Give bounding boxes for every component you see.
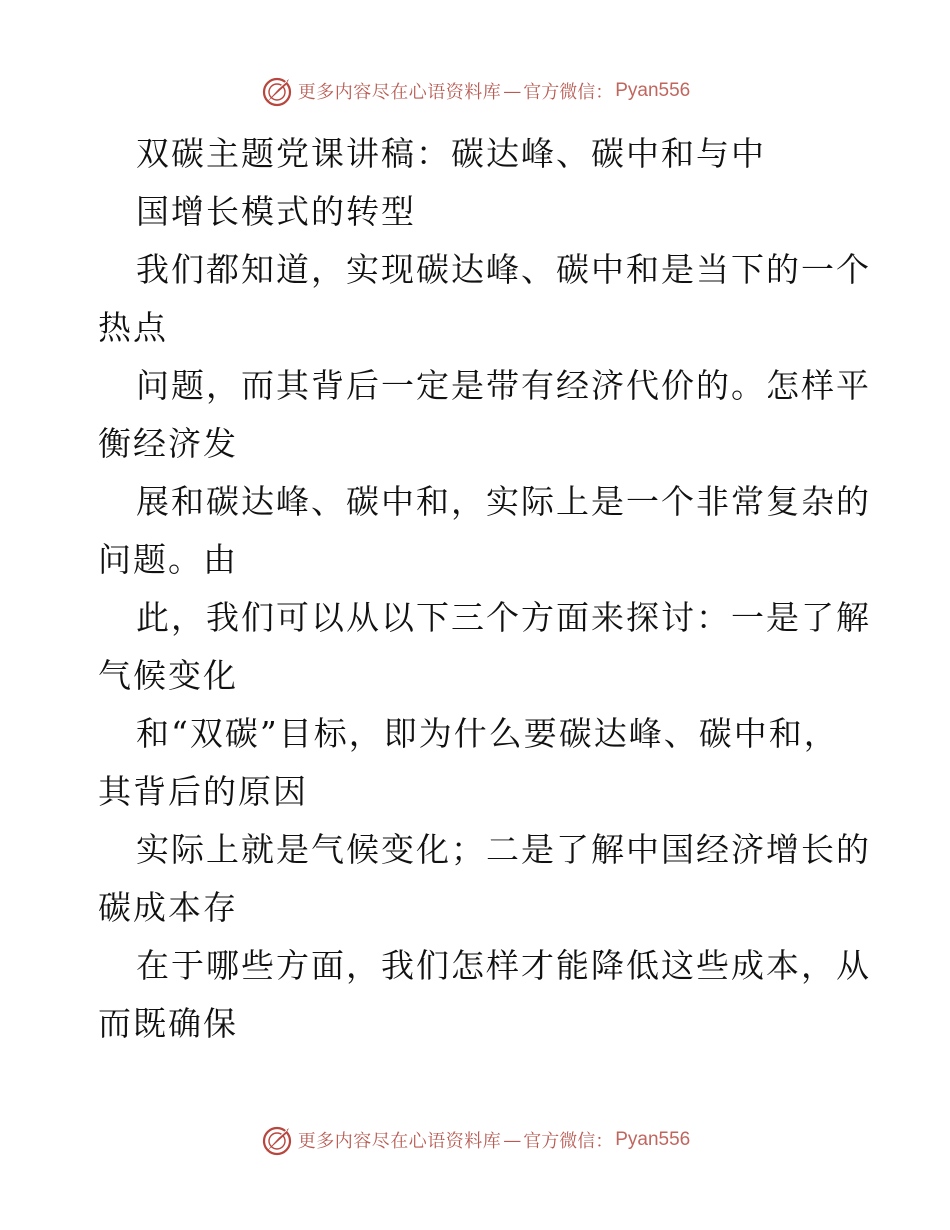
watermark-wechat-id: Pyan556	[615, 1129, 691, 1150]
watermark-banner-top	[0, 71, 950, 111]
paragraph-line: 热点	[98, 308, 168, 347]
paragraph-line: 其背后的原因	[98, 772, 308, 811]
paragraph-line: 和“双碳”目标，即为什么要碳达峰、碳中和，	[136, 714, 839, 753]
paragraph-line: 衡经济发	[98, 424, 238, 463]
watermark-wechat-label: 官方微信：	[523, 82, 614, 103]
watermark-text: 更多内容尽在心语资料库	[297, 82, 502, 103]
document-body	[98, 125, 871, 1053]
paragraph-line: 气候变化	[98, 656, 238, 695]
paragraph-line: 此，我们可以从以下三个方面来探讨：一是了解	[136, 598, 871, 637]
watermark-separator: —	[503, 80, 522, 102]
paragraph-line: 展和碳达峰、碳中和，实际上是一个非常复杂的	[136, 482, 871, 521]
paragraph-line: 我们都知道，实现碳达峰、碳中和是当下的一个	[136, 250, 871, 289]
watermark-text: 更多内容尽在心语资料库	[297, 1131, 502, 1152]
paragraph-line: 在于哪些方面，我们怎样才能降低这些成本，从	[136, 946, 871, 985]
watermark-wechat-id: Pyan556	[615, 80, 691, 101]
paragraph-line: 问题，而其背后一定是带有经济代价的。怎样平	[136, 366, 871, 405]
paragraph-line: 实际上就是气候变化；二是了解中国经济增长的	[136, 830, 871, 869]
paragraph-line: 问题。由	[98, 540, 238, 579]
title-line-1: 双碳主题党课讲稿：碳达峰、碳中和与中	[136, 134, 766, 173]
title-line-2: 国增长模式的转型	[136, 192, 416, 231]
watermark-wechat-label: 官方微信：	[523, 1131, 614, 1152]
watermark-banner-bottom	[0, 1120, 950, 1160]
quill-logo-icon	[260, 74, 294, 108]
watermark-separator: —	[503, 1129, 522, 1151]
paragraph-line: 而既确保	[98, 1004, 238, 1043]
paragraph-line: 碳成本存	[98, 888, 238, 927]
quill-logo-icon	[260, 1123, 294, 1157]
